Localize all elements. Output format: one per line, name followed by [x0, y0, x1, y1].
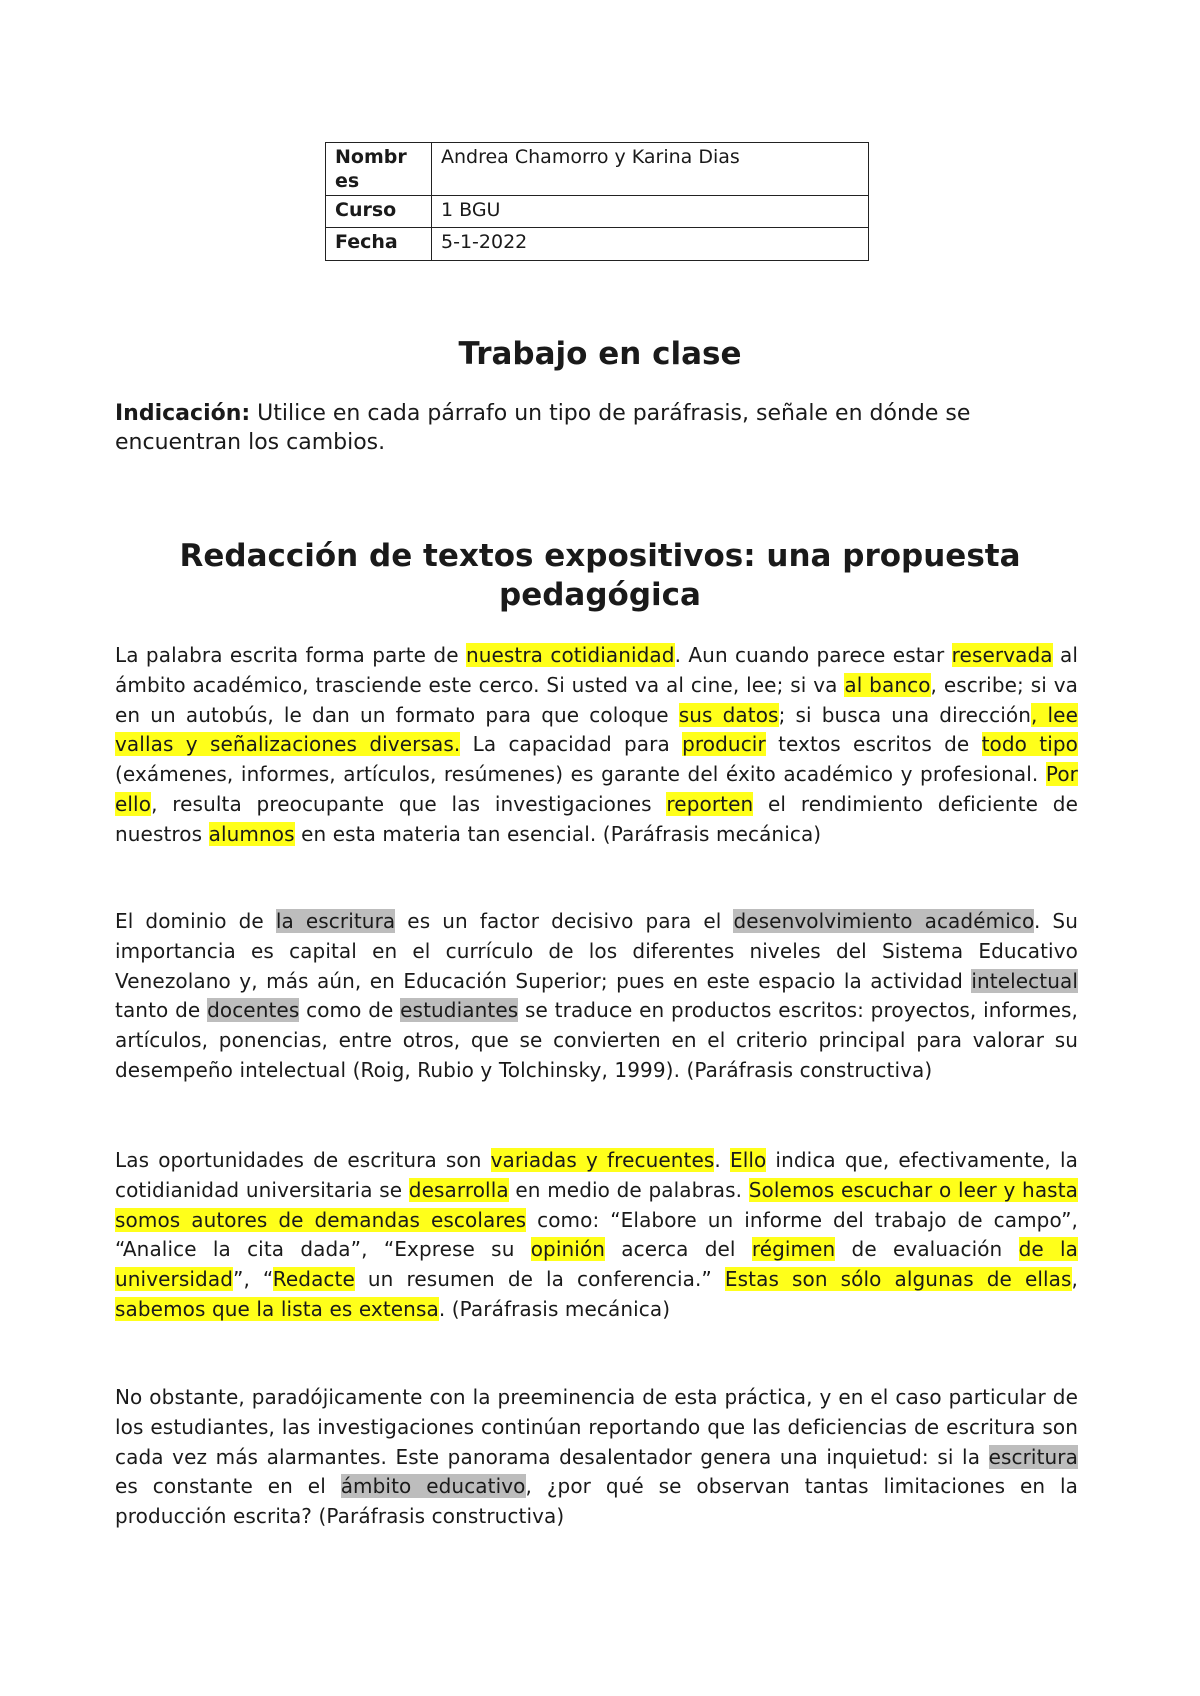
paragraph-text: , resulta preocupante que las investigaciones [151, 791, 667, 816]
highlighted-text-yellow: , lee vallas y señalizaciones diversas. [115, 702, 1078, 757]
paragraph-text: textos escritos de [765, 732, 982, 757]
highlighted-text-yellow: alumnos [208, 821, 295, 846]
article-heading: Redacción de textos expositivos: una propuesta pedagógica [179, 538, 1021, 613]
info-label: Curso [326, 196, 432, 228]
highlighted-text-yellow: Solemos escuchar o leer y hasta somos autores de demandas escolares [115, 1177, 1078, 1232]
highlighted-text-yellow: producir [682, 732, 766, 757]
info-value: Andrea Chamorro y Karina Dias [432, 143, 869, 196]
paragraph-text: en esta materia tan esencial. (Paráfrasis mecánica) [294, 821, 822, 846]
highlighted-text-yellow: al banco [844, 672, 931, 697]
highlighted-text-yellow: reservada [951, 643, 1053, 667]
info-label: Nombr es [326, 143, 432, 196]
paragraph-text: , [1071, 1267, 1079, 1292]
paragraph-text: se traduce en productos escritos: proyectos, informes, artículos, ponencias, entre otros, que se convierten en el criterio principal para valorar su desempeño intelectual (Roig, Rubio y Tolchinsky, 1999). (Paráfrasis constructiva) [115, 998, 1078, 1082]
paragraph-text: tanto de [115, 998, 208, 1023]
paragraph-text: La palabra escrita forma parte de [115, 643, 466, 667]
highlighted-text-gray: intelectual [971, 968, 1078, 993]
highlighted-text-gray: escritura [988, 1444, 1078, 1469]
highlighted-text-yellow: de la universidad [115, 1237, 1079, 1292]
highlighted-text-yellow: Por ello [115, 762, 1078, 816]
paragraph [115, 641, 1078, 850]
highlighted-text-yellow: régimen [751, 1237, 836, 1262]
paragraph-text: es constante en el [115, 1474, 341, 1499]
highlighted-text-yellow: Estas son sólo algunas de ellas [724, 1267, 1072, 1292]
page-title: Trabajo en clase [458, 336, 742, 372]
highlighted-text-yellow: todo tipo [981, 732, 1079, 757]
highlighted-text-yellow: desarrolla [408, 1177, 509, 1202]
highlighted-text-yellow: opinión [530, 1237, 606, 1262]
info-row-names [326, 143, 869, 196]
highlighted-text-gray: estudiantes [400, 998, 519, 1023]
paragraph-text: . (Paráfrasis mecánica) [438, 1296, 671, 1321]
paragraph-text: , escribe; si va en un autobús, le dan un formato para que coloque [115, 672, 1078, 727]
paragraph-text: El dominio de [115, 909, 276, 933]
paragraph-text: , ¿por qué se observan tantas limitaciones en la producción escrita? (Paráfrasis constructiva) [115, 1474, 1078, 1529]
highlighted-text-yellow: variadas y frecuentes [490, 1148, 715, 1172]
paragraph [115, 1146, 1078, 1325]
highlighted-text-yellow: Ello [729, 1148, 767, 1172]
highlighted-text-yellow: sus datos [678, 702, 779, 727]
info-value: 5-1-2022 [432, 228, 869, 261]
info-row-date [326, 228, 869, 261]
indication-text: Utilice en cada párrafo un tipo de paráfrasis, señale en dónde se encuentran los cambios. [115, 401, 971, 455]
paragraph-text: . Aun cuando parece estar [674, 643, 952, 667]
indication-label: Indicación: [115, 401, 251, 426]
paragraph-text: (exámenes, informes, artículos, resúmenes) es garante del éxito académico y profesional. [115, 762, 1046, 787]
paragraph [115, 907, 1078, 1086]
paragraph-text: como: “Elabore un informe del trabajo de campo”, “Analice la cita dada”, “Exprese su [115, 1207, 1078, 1262]
paragraph-text: No obstante, paradójicamente con la preeminencia de esta práctica, y en el caso particular de los estudiantes, las investigaciones continúan reportando que las deficiencias de escritura son cada vez más alarmantes. Este panorama desalentador genera una inquietud: si la [115, 1385, 1078, 1469]
highlighted-text-yellow: sabemos que la lista es extensa [115, 1296, 439, 1321]
highlighted-text-yellow: Redacte [272, 1267, 355, 1292]
paragraph-text: en medio de palabras. [508, 1177, 749, 1202]
paragraph-text: es un factor decisivo para el [395, 909, 734, 933]
paragraph-text: un resumen de la conferencia.” [354, 1267, 725, 1292]
paragraph-text: como de [299, 998, 401, 1023]
paragraph-text: ; si busca una dirección [778, 702, 1031, 727]
paragraph-text: al ámbito académico, trasciende este cerco. Si usted va al cine, lee; si va [115, 643, 1078, 697]
info-label: Fecha [326, 228, 432, 261]
highlighted-text-yellow: reporten [666, 791, 754, 816]
paragraph-text: ”, “ [233, 1267, 273, 1292]
highlighted-text-gray: ámbito educativo [340, 1474, 526, 1499]
student-info-table [325, 142, 869, 261]
highlighted-text-gray: docentes [207, 998, 300, 1023]
paragraph-text: indica que, efectivamente, la cotidianidad universitaria se [115, 1148, 1078, 1202]
info-row-course [326, 196, 869, 228]
info-value: 1 BGU [432, 196, 869, 228]
highlighted-text-gray: desenvolvimiento académico [733, 909, 1034, 933]
paragraph-text: el rendimiento deficiente de nuestros [115, 791, 1078, 846]
highlighted-text-gray: la escritura [275, 909, 396, 933]
paragraph-text: de evaluación [835, 1237, 1019, 1262]
paragraph-text: La capacidad para [460, 732, 683, 757]
highlighted-text-yellow: nuestra cotidianidad [465, 643, 675, 667]
paragraph-text: . Su importancia es capital en el currículo de los diferentes niveles del Sistema Educativo Venezolano y, más aún, en Educación Superior; pues en este espacio la actividad [115, 909, 1078, 993]
paragraph-text: Las oportunidades de escritura son [115, 1148, 491, 1172]
paragraph [115, 1383, 1078, 1532]
paragraph-text: . [714, 1148, 730, 1172]
paragraph-text: acerca del [605, 1237, 752, 1262]
indication [115, 399, 1075, 457]
